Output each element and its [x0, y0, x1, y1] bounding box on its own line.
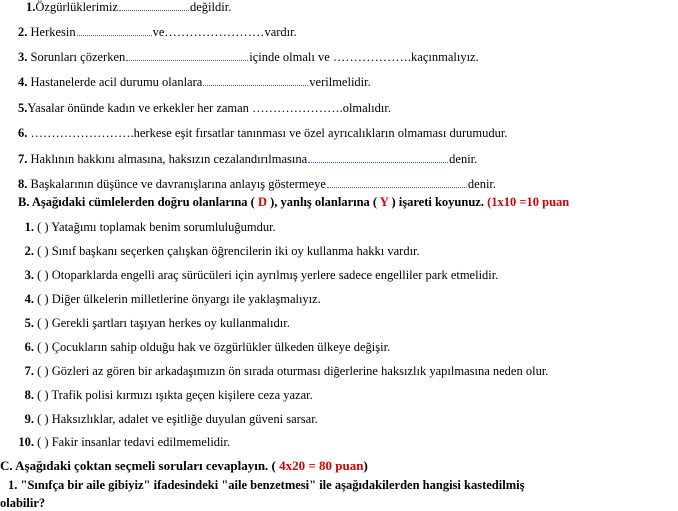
answer-box[interactable]: ( ) [37, 412, 49, 426]
blank-line [77, 25, 152, 36]
item-number: 1. [26, 0, 36, 14]
tf-item-8 [0, 388, 313, 403]
blank-item-3 [18, 50, 479, 65]
item-text: olmalıdır. [342, 101, 391, 115]
blank-item-6 [18, 126, 507, 141]
item-number: 7. [18, 152, 28, 166]
tf-item-2 [0, 244, 420, 259]
tf-item-10 [0, 435, 230, 450]
item-text: Özgürlüklerimiz [35, 0, 118, 14]
item-text: Haksızlıklar, adalet ve eşitliğe duyulan güveni sarsar. [51, 412, 318, 426]
section-c-text: ) [363, 458, 368, 473]
tf-item-1 [0, 220, 276, 235]
item-text: Trafik polisi kırmızı ışıkta geçen kişilere ceza yazar. [51, 388, 313, 402]
item-text: Hastanelerde acil durumu olanlara [30, 75, 203, 89]
item-text: Gerekli şartları taşıyan herkes oy kullanmalıdır. [51, 316, 290, 330]
item-text: herkese eşit fırsatlar tanınması ve özel ayrıcalıkların olmaması durumudur. [133, 126, 508, 140]
item-text: Diğer ülkelerin milletlerine önyargı ile yaklaşmalıyız. [51, 292, 321, 306]
question-1-line-1 [8, 478, 524, 493]
item-number: 3. [24, 268, 34, 282]
answer-box[interactable]: ( ) [37, 244, 49, 258]
answer-box[interactable]: ( ) [37, 340, 49, 354]
false-mark: Y [377, 195, 392, 209]
item-number: 1. [24, 220, 34, 234]
tf-item-5 [0, 316, 290, 331]
blank-item-1 [26, 0, 231, 15]
tf-item-6 [0, 340, 390, 355]
item-number: 4. [24, 292, 34, 306]
item-number: 5. [24, 316, 34, 330]
item-text: Sınıf başkanı seçerken çalışkan öğrencilerin iki oy kullanma hakkı vardır. [51, 244, 420, 258]
item-text: Fakir insanlar tedavi edilmemelidir. [51, 435, 231, 449]
tf-item-9 [0, 412, 318, 427]
blank-item-8 [18, 177, 496, 192]
item-number: 10. [18, 435, 34, 449]
item-text: Otoparklarda engelli araç sürücüleri için ayrılmış yerlere sadece engelliler park etmelidir. [51, 268, 499, 282]
item-text: içinde olmalı ve ………………. [249, 50, 412, 64]
blank-line [327, 177, 467, 188]
item-number: 7. [24, 364, 34, 378]
item-dots: ……………………. [27, 126, 134, 140]
blank-line [126, 50, 248, 61]
blank-line [308, 152, 448, 163]
item-number: 6. [18, 126, 28, 140]
item-text: Gözleri az gören bir arkadaşımızın ön sırada oturması diğerlerine haksızlık yapılmasına neden olur. [51, 364, 549, 378]
blank-item-7 [18, 152, 477, 167]
blank-item-2 [18, 25, 297, 40]
item-number: 6. [24, 340, 34, 354]
item-dots: …………………. [252, 101, 343, 115]
item-text: kaçınmalıyız. [411, 50, 479, 64]
item-number: 2. [18, 25, 28, 39]
answer-box[interactable]: ( ) [37, 316, 49, 330]
item-text: Haklının hakkını almasına, haksızın cezalandırılmasına [30, 152, 308, 166]
blank-item-5 [18, 101, 391, 116]
answer-box[interactable]: ( ) [37, 388, 49, 402]
tf-item-4 [0, 292, 321, 307]
blank-line [203, 75, 308, 86]
item-number: 8. [18, 177, 28, 191]
item-text: Sorunları çözerken [30, 50, 126, 64]
true-mark: D [254, 195, 271, 209]
answer-box[interactable]: ( ) [37, 364, 49, 378]
answer-box[interactable]: ( ) [37, 220, 49, 234]
section-b-text: ) işareti koyunuz. [391, 195, 488, 209]
item-text: Yasalar önünde kadın ve erkekler her zaman [27, 101, 253, 115]
blank-line [119, 0, 189, 11]
item-number: 9. [24, 412, 34, 426]
item-text: verilmelidir. [309, 75, 371, 89]
item-number: 5. [18, 101, 28, 115]
tf-item-7 [0, 364, 548, 379]
item-text: Başkalarının düşünce ve davranışlarına anlayış göstermeye [30, 177, 326, 191]
section-b-points: (1x10 =10 puan [487, 195, 570, 209]
section-c-header [0, 458, 368, 473]
section-c-text: C. Aşağıdaki çoktan seçmeli soruları cevaplayın. ( [0, 458, 276, 473]
item-number: 8. [24, 388, 34, 402]
tf-item-3 [0, 268, 498, 283]
answer-box[interactable]: ( ) [37, 268, 49, 282]
item-text: Yatağımı toplamak benim sorumluluğumdur. [51, 220, 276, 234]
item-text: değildir. [190, 0, 232, 14]
section-b-text: ), yanlış olanlarına ( [270, 195, 378, 209]
item-text: Herkesin [30, 25, 76, 39]
item-text: vardır. [264, 25, 297, 39]
section-b-header [18, 195, 569, 210]
question-text: olabilir? [0, 496, 46, 510]
blank-item-4 [18, 75, 371, 90]
answer-box[interactable]: ( ) [37, 292, 49, 306]
section-c-points: 4x20 = 80 puan [275, 458, 364, 473]
answer-box[interactable]: ( ) [37, 435, 49, 449]
section-b-text: B. Aşağıdaki cümlelerden doğru olanlarına ( [18, 195, 255, 209]
item-text: denir. [449, 152, 478, 166]
item-text: Çocukların sahip olduğu hak ve özgürlükler ülkeden ülkeye değişir. [51, 340, 391, 354]
item-number: 2. [24, 244, 34, 258]
item-text: denir. [467, 177, 497, 191]
question-text: 1. "Sınıfça bir aile gibiyiz" ifadesindeki "aile benzetmesi" ile aşağıdakilerden hangisi kastedilmiş [8, 478, 525, 492]
item-text: ve…………………… [152, 25, 265, 39]
item-number: 4. [18, 75, 28, 89]
item-number: 3. [18, 50, 28, 64]
